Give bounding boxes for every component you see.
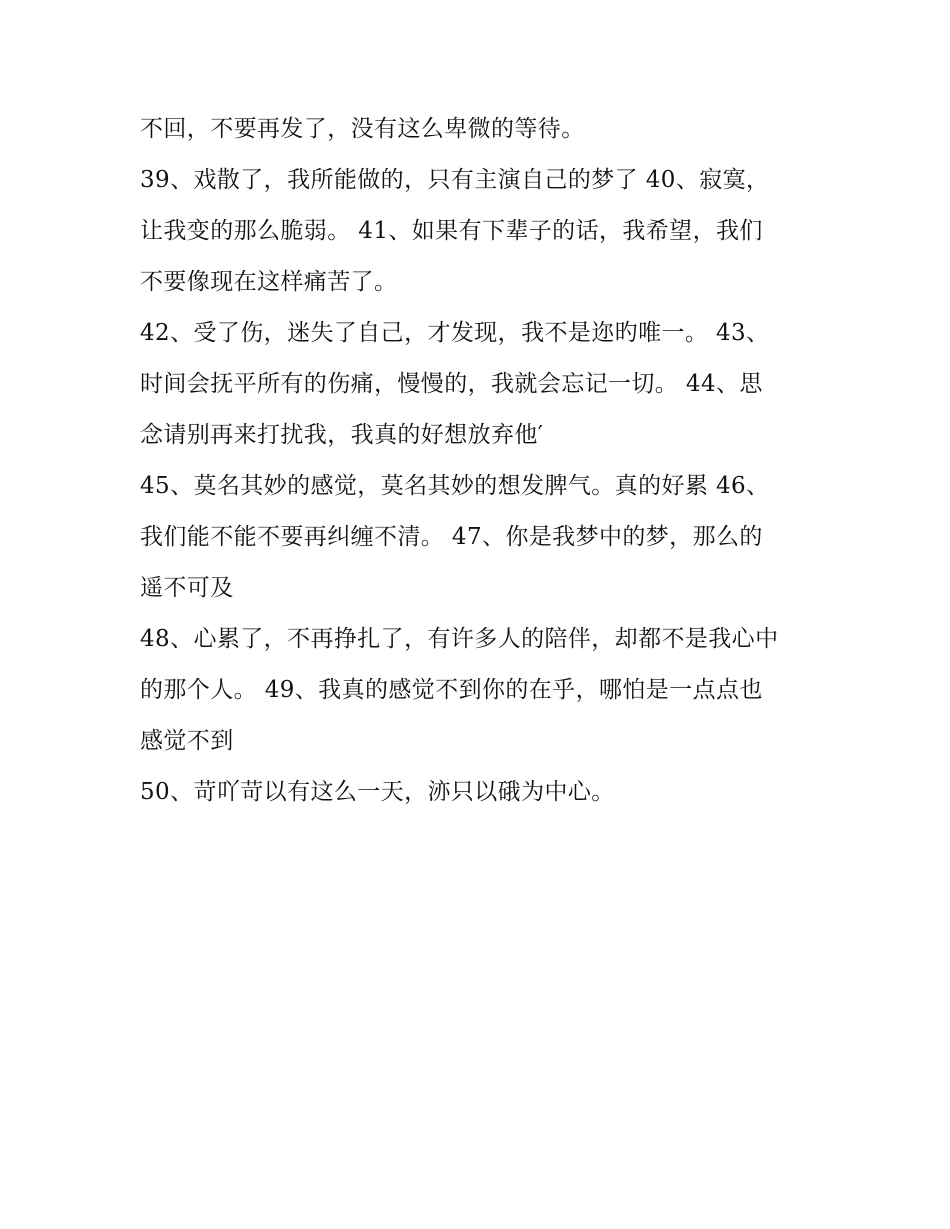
text-line: 45、莫名其妙的感觉，莫名其妙的想发脾气。真的好累 46、: [140, 473, 770, 499]
text-line: 42、受了伤，迷失了自己，才发现，我不是迩旳唯一。 43、: [140, 320, 770, 346]
text-line: 39、戏散了，我所能做的，只有主演自己的梦了 40、寂寞，: [140, 167, 770, 193]
text-line: 48、心累了，不再挣扎了，有许多人的陪伴，却都不是我心中: [140, 626, 779, 652]
document-body: [140, 104, 840, 818]
text-line: 我们能不能不要再纠缠不清。 47、你是我梦中的梦，那么的: [140, 524, 763, 550]
text-line: 的那个人。 49、我真的感觉不到你的在乎，哪怕是一点点也: [140, 677, 763, 703]
text-line: 不要像现在这样痛苦了。: [140, 269, 398, 295]
text-line: 遥不可及: [140, 575, 234, 601]
text-line: 念请别再来打扰我，我真的好想放弃他′: [140, 422, 544, 448]
text-line: 感觉不到: [140, 728, 234, 754]
text-line: 时间会抚平所有的伤痛，慢慢的，我就会忘记一切。 44、思: [140, 371, 763, 397]
text-line: 50、苛吖苛以有这么一天，洂只以硪为中心。: [140, 779, 615, 805]
text-line: 让我变的那么脆弱。 41、如果有下辈子的话，我希望，我们: [140, 218, 763, 244]
text-line: 不回，不要再发了，没有这么卑微的等待。: [140, 116, 585, 142]
